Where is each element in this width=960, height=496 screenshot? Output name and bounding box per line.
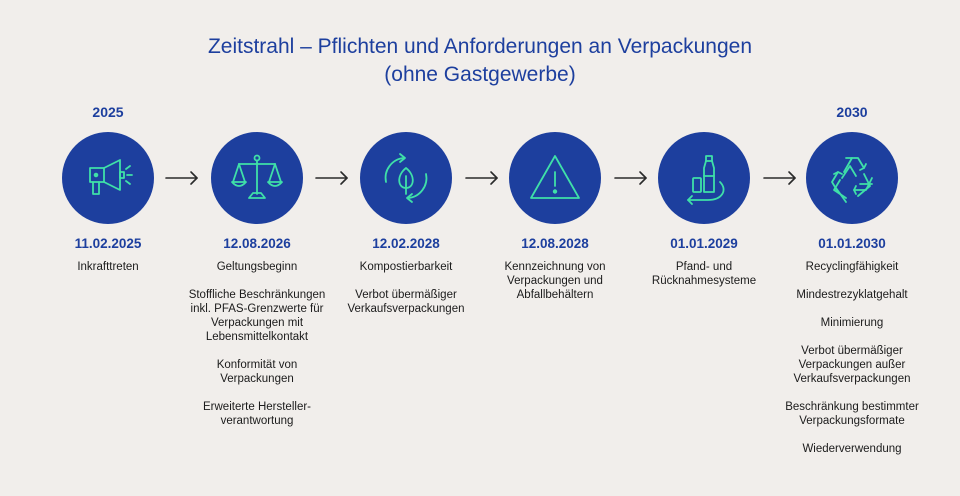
milestone-item: Geltungsbeginn [216, 261, 298, 273]
milestone-item: Pfand- und Rücknahmesysteme [651, 261, 757, 287]
milestone-circle [806, 132, 898, 224]
bottle-return-icon [672, 146, 736, 210]
milestone-circle [360, 132, 452, 224]
milestone-item: Minimierung [820, 317, 884, 329]
milestone-item: Konformität von Verpackungen [216, 359, 298, 385]
milestone-2029-01 [624, 132, 784, 302]
milestone-circle [658, 132, 750, 224]
title-line-1: Zeitstrahl – Pflichten und Anforderungen an Verpackungen [207, 35, 753, 58]
milestone-item: Wiederverwendung [802, 443, 902, 455]
milestone-circle [509, 132, 601, 224]
milestone-2028-08 [475, 132, 635, 316]
milestone-date: 11.02.2025 [74, 236, 142, 251]
milestone-date: 01.01.2030 [818, 236, 886, 251]
milestone-item: Inkrafttreten [77, 261, 139, 273]
recycling-icon [820, 146, 884, 210]
milestone-date: 12.02.2028 [372, 236, 440, 251]
year-end-label: 2030 [836, 104, 868, 120]
milestone-circle [62, 132, 154, 224]
milestone-item: Kennzeichnung von Verpackungen und Abfallbehältern [504, 261, 606, 301]
milestone-date: 12.08.2028 [521, 236, 589, 251]
milestone-item: Verbot übermäßiger Verpackungen außer Verkaufsverpackungen [793, 345, 911, 385]
milestone-2026-08 [177, 132, 337, 442]
diagram-title [0, 33, 960, 89]
milestone-item: Verbot übermäßiger Verkaufsverpackungen [347, 289, 465, 315]
milestone-item: Stoffliche Beschränkungen inkl. PFAS-Grenzwerte für Verpackungen mit Lebensmittelkontakt [188, 289, 326, 343]
year-start-label: 2025 [92, 104, 124, 120]
milestone-item: Mindestrezyklatgehalt [796, 289, 908, 301]
milestone-2030-01 [772, 132, 932, 470]
milestone-item: Recyclingfähigkeit [805, 261, 899, 273]
milestone-item: Erweiterte Hersteller-verantwortung [203, 401, 311, 427]
scales-icon [225, 146, 289, 210]
milestone-item: Beschränkung bestimmter Verpackungsformate [785, 401, 919, 427]
warning-icon [523, 146, 587, 210]
milestone-2028-02 [326, 132, 486, 330]
title-line-2: (ohne Gastgewerbe) [384, 63, 576, 86]
milestone-item: Kompostierbarkeit [359, 261, 453, 273]
milestone-date: 12.08.2026 [223, 236, 291, 251]
milestone-date: 01.01.2029 [670, 236, 738, 251]
milestone-circle [211, 132, 303, 224]
milestone-2025-02 [28, 132, 188, 288]
compost-leaf-icon [374, 146, 438, 210]
megaphone-icon [76, 146, 140, 210]
